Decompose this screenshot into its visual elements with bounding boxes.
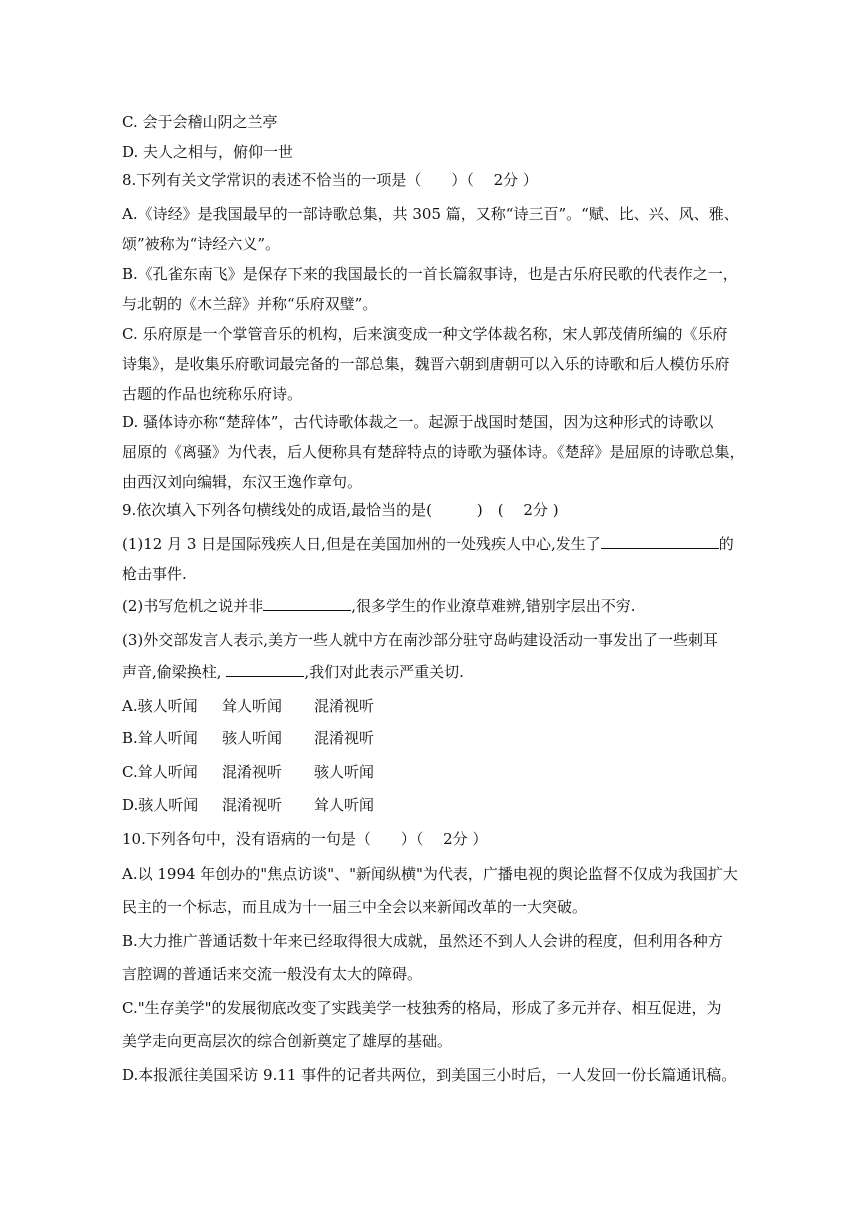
q10-option-c-line2: 美学走向更高层次的综合创新奠定了雄厚的基础。 [122, 1032, 453, 1050]
q9-blank-1 [601, 534, 719, 549]
q9-opt-b-w2: 骇人听闻 [222, 729, 283, 747]
q9-s1-tail: 的 [718, 535, 734, 553]
q9-s2-tail: ,很多学生的作业潦草难辨,错别字层出不穷. [351, 597, 636, 615]
q9-opt-b-w1: 耸人听闻 [137, 729, 198, 747]
q10-option-b-line2: 言腔调的普通话来交流一般没有太大的障碍。 [122, 965, 423, 983]
q8-option-d-line2: 屈原的《离骚》为代表，后人便称具有楚辞特点的诗歌为骚体诗。《楚辞》是屈原的诗歌总集， [122, 443, 745, 461]
q9-option-d [122, 795, 374, 815]
q8-option-c-line1: C. 乐府原是一个掌管音乐的机构，后来演变成一种文学体裁名称，宋人郭茂倩所编的《乐府 [122, 325, 728, 343]
q8-option-d-line3: 由西汉刘向编辑，东汉王逸作章句。 [122, 473, 363, 491]
q9-opt-d-w3: 耸人听闻 [314, 796, 375, 814]
q9-opt-d-w1: 骇人听闻 [138, 796, 199, 814]
q9-s2-text: (2)书写危机之说并非 [122, 597, 264, 615]
q9-blank-2 [263, 596, 351, 611]
q9-opt-b-label: B. [122, 729, 138, 747]
q8-option-b-line1: B.《孔雀东南飞》是保存下来的我国最长的一首长篇叙事诗，也是古乐府民歌的代表作之一， [122, 265, 738, 283]
q10-stem: 10.下列各句中，没有语病的一句是（ ）（ 2分 ） [122, 830, 488, 848]
q9-blank-3 [226, 662, 304, 677]
q8-option-c-line2: 诗集》，是收集乐府歌词最完备的一部总集，魏晋六朝到唐朝可以入乐的诗歌和后人模仿乐府 [122, 355, 730, 373]
q8-option-d-line1: D. 骚体诗亦称“楚辞体”，古代诗歌体裁之一。起源于战国时楚国，因为这种形式的诗歌以 [122, 413, 714, 431]
q10-option-a-line1: A.以 1994 年创办的"焦点访谈"、"新闻纵横"为代表，广播电视的舆论监督不仅成为我国扩大 [122, 865, 738, 883]
q9-s1-text: (1)12 月 3 日是国际残疾人日,但是在美国加州的一处残疾人中心,发生了 [122, 535, 601, 553]
q10-option-b-line1: B.大力推广普通话数十年来已经取得很大成就，虽然还不到人人会讲的程度，但利用各种方 [122, 932, 723, 950]
q9-sentence-2 [122, 596, 636, 616]
q9-opt-d-w2: 混淆视听 [222, 796, 283, 814]
q10-option-c-line1: C."生存美学"的发展彻底改变了实践美学一枝独秀的格局，形成了多元并存、相互促进，为 [122, 999, 722, 1017]
q8-option-a-line2: 颂”被称为“诗经六义”。 [122, 235, 281, 253]
q9-opt-a-label: A. [122, 697, 138, 715]
q9-option-c [122, 762, 374, 782]
q9-s3-tail: ,我们对此表示严重关切. [304, 663, 464, 681]
q9-option-b [122, 728, 374, 748]
q9-opt-c-label: C. [122, 763, 138, 781]
q9-opt-d-label: D. [122, 796, 139, 814]
q9-opt-c-w3: 骇人听闻 [314, 763, 375, 781]
q9-opt-a-w2: 耸人听闻 [222, 697, 283, 715]
q8-stem: 8.下列有关文学常识的表述不恰当的一项是（ ）（ 2分 ） [122, 171, 538, 189]
q9-sentence-1-line1 [122, 534, 734, 554]
q7-option-c: C. 会于会稽山阴之兰亭 [122, 113, 278, 131]
q9-opt-a-w3: 混淆视听 [314, 697, 375, 715]
q9-s3-text: 声音,偷梁换柱, [122, 663, 227, 681]
q9-sentence-1-line2: 枪击事件. [122, 565, 187, 583]
q9-sentence-3-line1: (3)外交部发言人表示,美方一些人就中方在南沙部分驻守岛屿建设活动一事发出了一些刺耳 [122, 631, 719, 649]
q9-opt-a-w1: 骇人听闻 [137, 697, 198, 715]
q9-opt-b-w3: 混淆视听 [314, 729, 375, 747]
q10-option-a-line2: 民主的一个标志，而且成为十一届三中全会以来新闻改革的一大突破。 [122, 898, 588, 916]
q9-stem: 9.依次填入下列各句横线处的成语,最恰当的是( ) ( 2分 ) [122, 501, 559, 519]
q8-option-a-line1: A.《诗经》是我国最早的一部诗歌总集，共 305 篇，又称“诗三百”。“赋、比、兴、风、雅、 [122, 205, 739, 223]
q10-option-d-line1: D.本报派往美国采访 9.11 事件的记者共两位，到美国三小时后，一人发回一份长篇通讯稿。 [122, 1066, 737, 1084]
q8-option-c-line3: 古题的作品也统称乐府诗。 [122, 385, 303, 403]
q9-opt-c-w1: 耸人听闻 [137, 763, 198, 781]
q7-option-d: D. 夫人之相与，俯仰一世 [122, 143, 294, 161]
q9-sentence-3-line2 [122, 662, 464, 682]
q9-opt-c-w2: 混淆视听 [222, 763, 283, 781]
q8-option-b-line2: 与北朝的《木兰辞》并称“乐府双璧”。 [122, 295, 378, 313]
q9-option-a [122, 696, 374, 716]
